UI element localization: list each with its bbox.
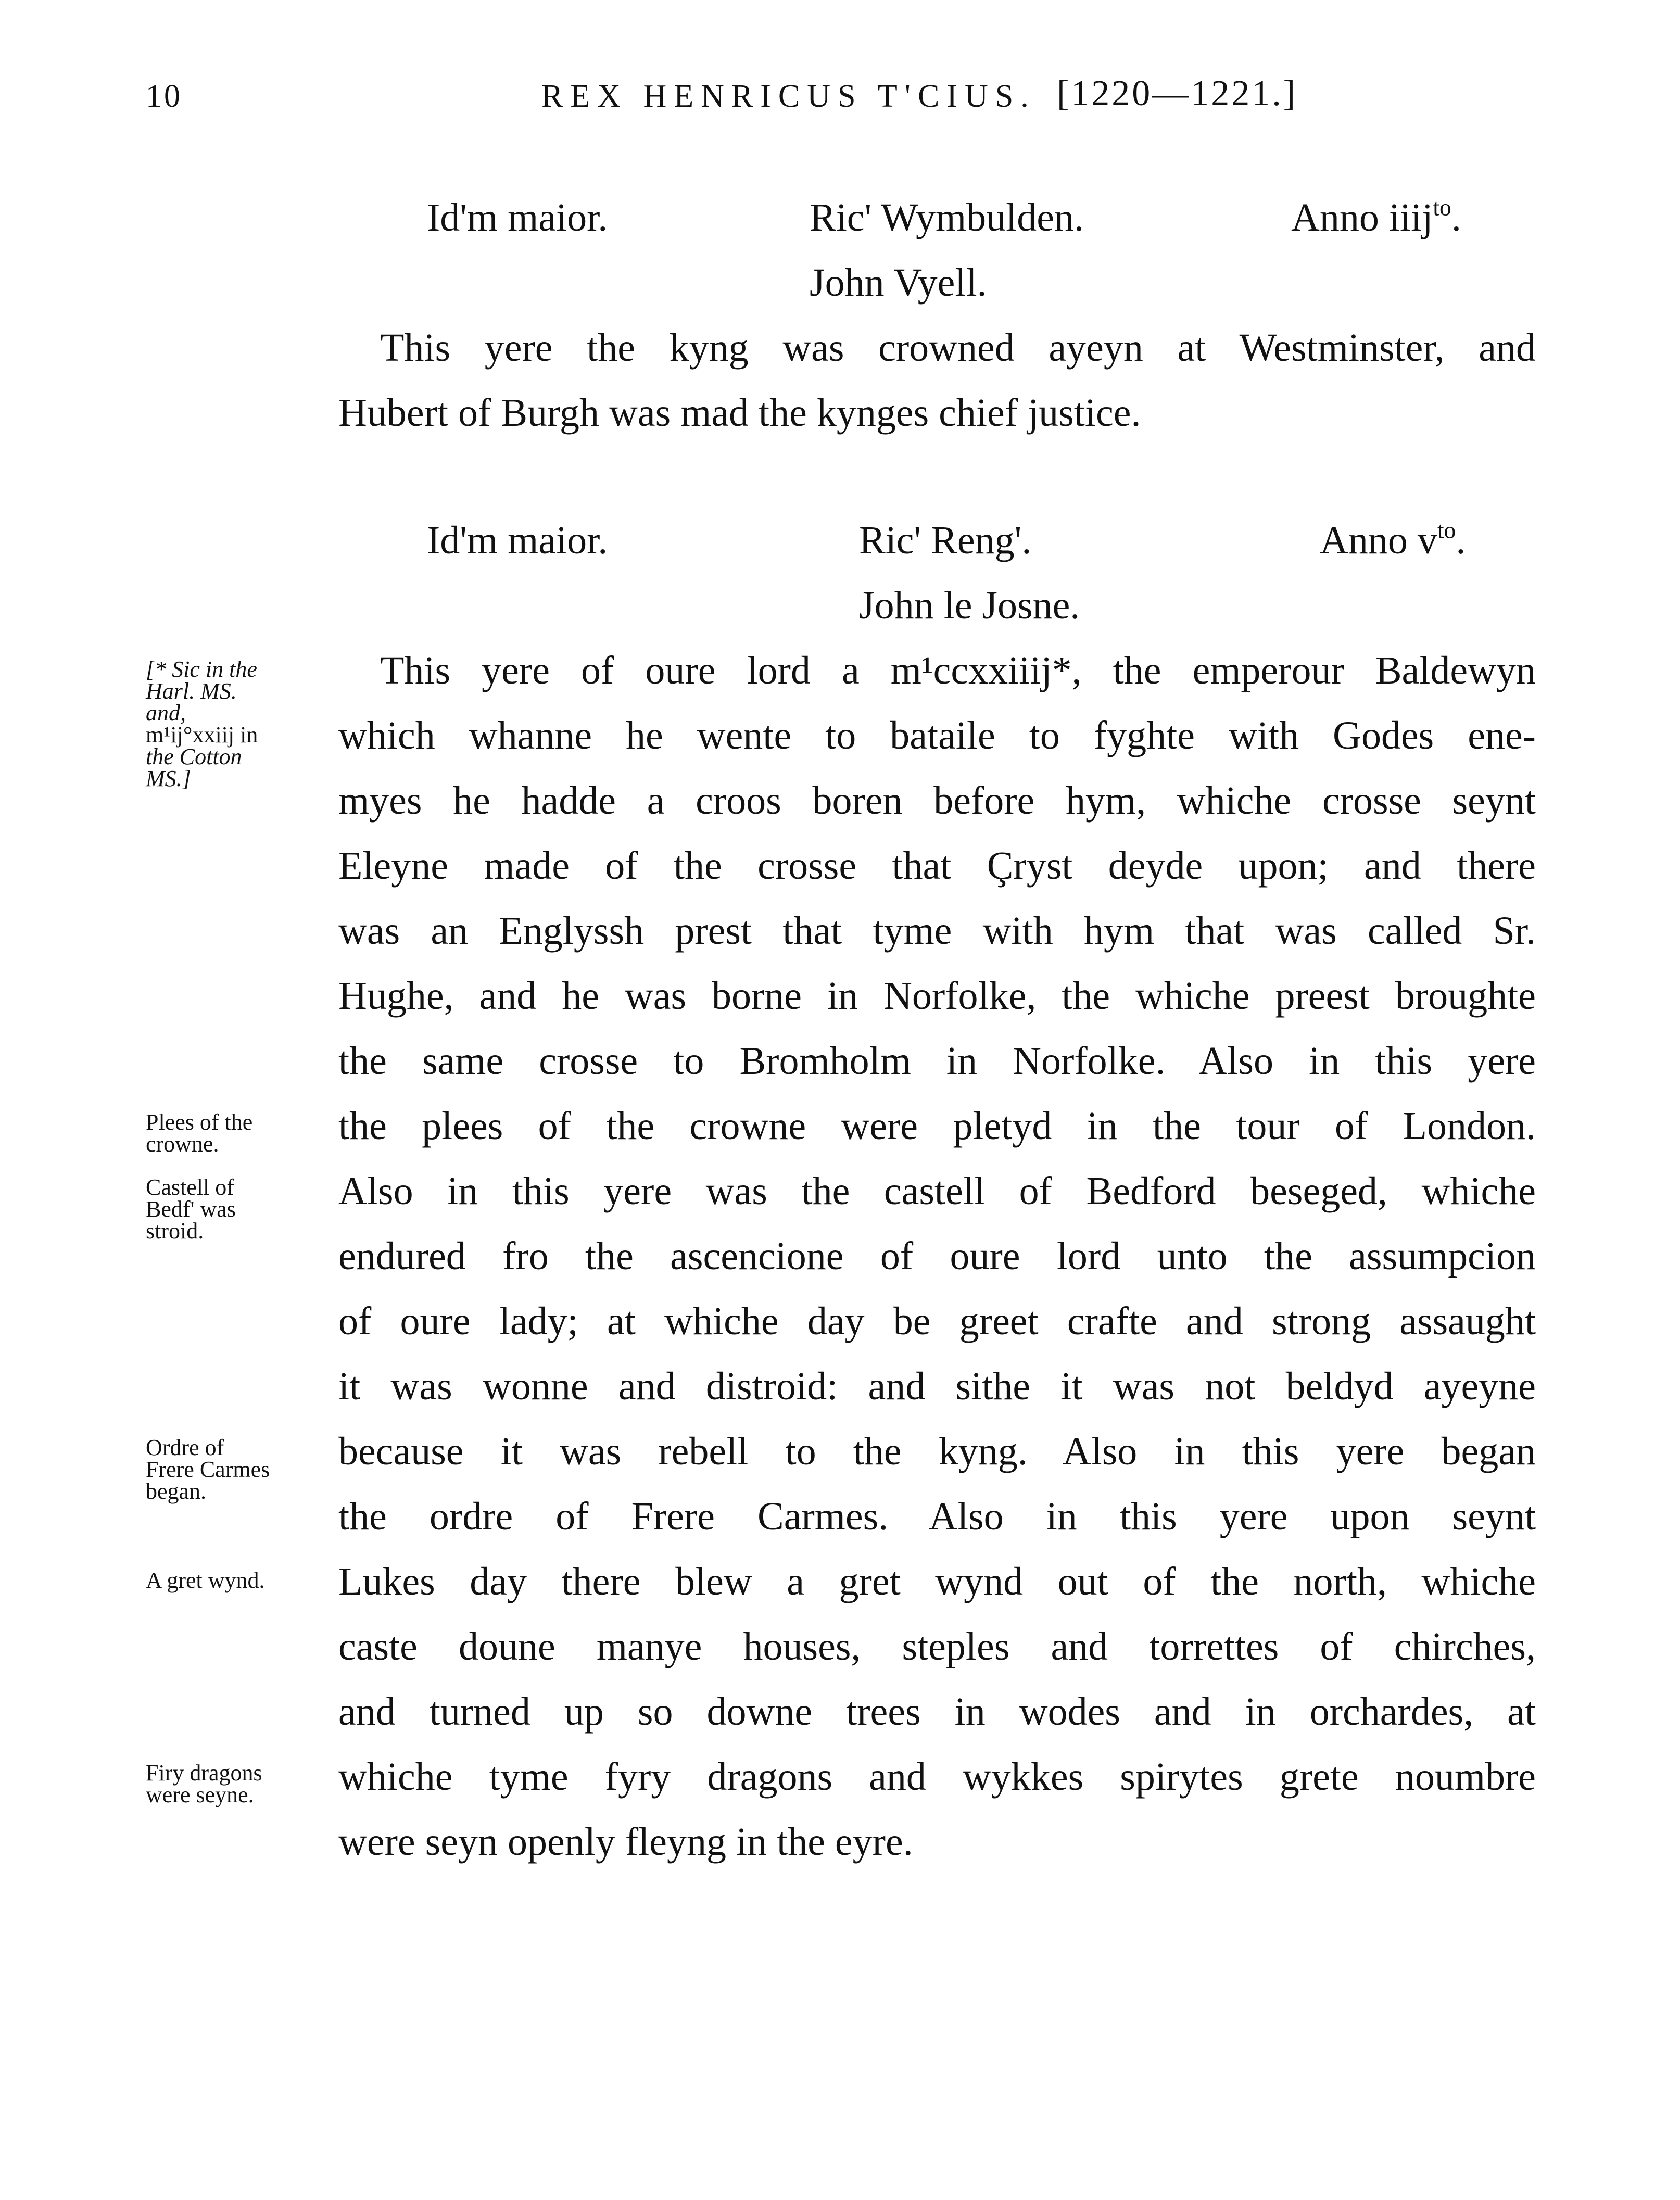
entry2-line-11: of oure lady; at whiche day be greet crafte and strong assaught: [338, 1299, 1536, 1343]
entry2-line-18: whiche tyme fyry dragons and wykkes spirytes grete noumbre: [338, 1755, 1536, 1799]
entry2-line-9: Also in this yere was the castell of Bedford beseged, whiche: [338, 1169, 1536, 1213]
entry2-line-3: myes he hadde a croos boren before hym, whiche crosse seynt: [338, 779, 1536, 823]
side-note-plees: Plees of the crowne.: [146, 1109, 253, 1157]
entry1-year: Anno iiij$^{to}$.: [1291, 194, 1461, 239]
entry2-line-19: were seyn openly fleyng in the eyre.: [338, 1820, 913, 1864]
page-number: 10: [146, 79, 182, 114]
running-years: [1220—1221.]: [1057, 73, 1298, 113]
entry1-line-2: Hubert of Burgh was mad the kynges chief justice.: [338, 391, 1141, 435]
entry1-line-1: This yere the kyng was crowned ayeyn at Westminster, and: [380, 326, 1536, 370]
entry2-mayor: Id'm maior.: [427, 519, 608, 562]
entry2-line-13: because it was rebell to the kyng. Also in this yere began: [338, 1430, 1536, 1473]
entry2-line-14: the ordre of Frere Carmes. Also in this yere upon seynt: [338, 1495, 1536, 1538]
entry2-line-17: and turned up so downe trees in wodes and in orchardes, at: [338, 1690, 1536, 1734]
side-note-wynd: A gret wynd.: [146, 1567, 265, 1593]
entry2-line-15: Lukes day there blew a gret wynd out of the north, whiche: [338, 1560, 1536, 1603]
entry2-sheriff-2: John le Josne.: [859, 584, 1080, 627]
side-note-ordre: Ordre of Frere Carmes began.: [146, 1435, 270, 1504]
entry1-sheriff-2: John Vyell.: [810, 261, 987, 305]
entry2-year: Anno $v^{to}$.: [1320, 516, 1466, 562]
running-title: REX HENRICUS T'CIUS.: [541, 79, 1036, 114]
entry2-line-2: which whanne he wente to bataile to fyghte with Godes ene-: [338, 714, 1536, 757]
entry2-line-10: endured fro the ascencione of oure lord unto the assumpcion: [338, 1234, 1536, 1278]
entry2-sheriff-1: Ric' Reng'.: [859, 519, 1032, 562]
side-note-castell: Castell of Bedf' was stroid.: [146, 1174, 236, 1244]
entry2-line-6: Hughe, and he was borne in Norfolke, the whiche preest broughte: [338, 974, 1536, 1018]
entry1-sheriff-1: Ric' Wymbulden.: [810, 196, 1084, 239]
entry2-line-4: Eleyne made of the crosse that Çryst deyde upon; and there: [338, 844, 1536, 888]
entry2-line-7: the same crosse to Bromholm in Norfolke. Also in this yere: [338, 1039, 1536, 1083]
side-note-sic: [* Sic in the Harl. MS. and, m¹ij°xxiij in the Cotton MS.]: [146, 656, 258, 791]
entry2-line-12: it was wonne and distroid: and sithe it was not beldyd ayeyne: [338, 1364, 1536, 1408]
entry2-line-1: This yere of oure lord a m¹ccxxiiij*, the emperour Baldewyn: [380, 649, 1536, 692]
side-note-dragons: Firy dragons were seyne.: [146, 1760, 262, 1807]
entry2-line-8: the plees of the crowne were pletyd in the tour of London.: [338, 1104, 1536, 1148]
entry1-mayor: Id'm maior.: [427, 196, 608, 239]
entry2-line-5: was an Englyssh prest that tyme with hym that was called Sr.: [338, 909, 1536, 953]
entry2-line-16: caste doune manye houses, steples and torrettes of chirches,: [338, 1625, 1536, 1668]
